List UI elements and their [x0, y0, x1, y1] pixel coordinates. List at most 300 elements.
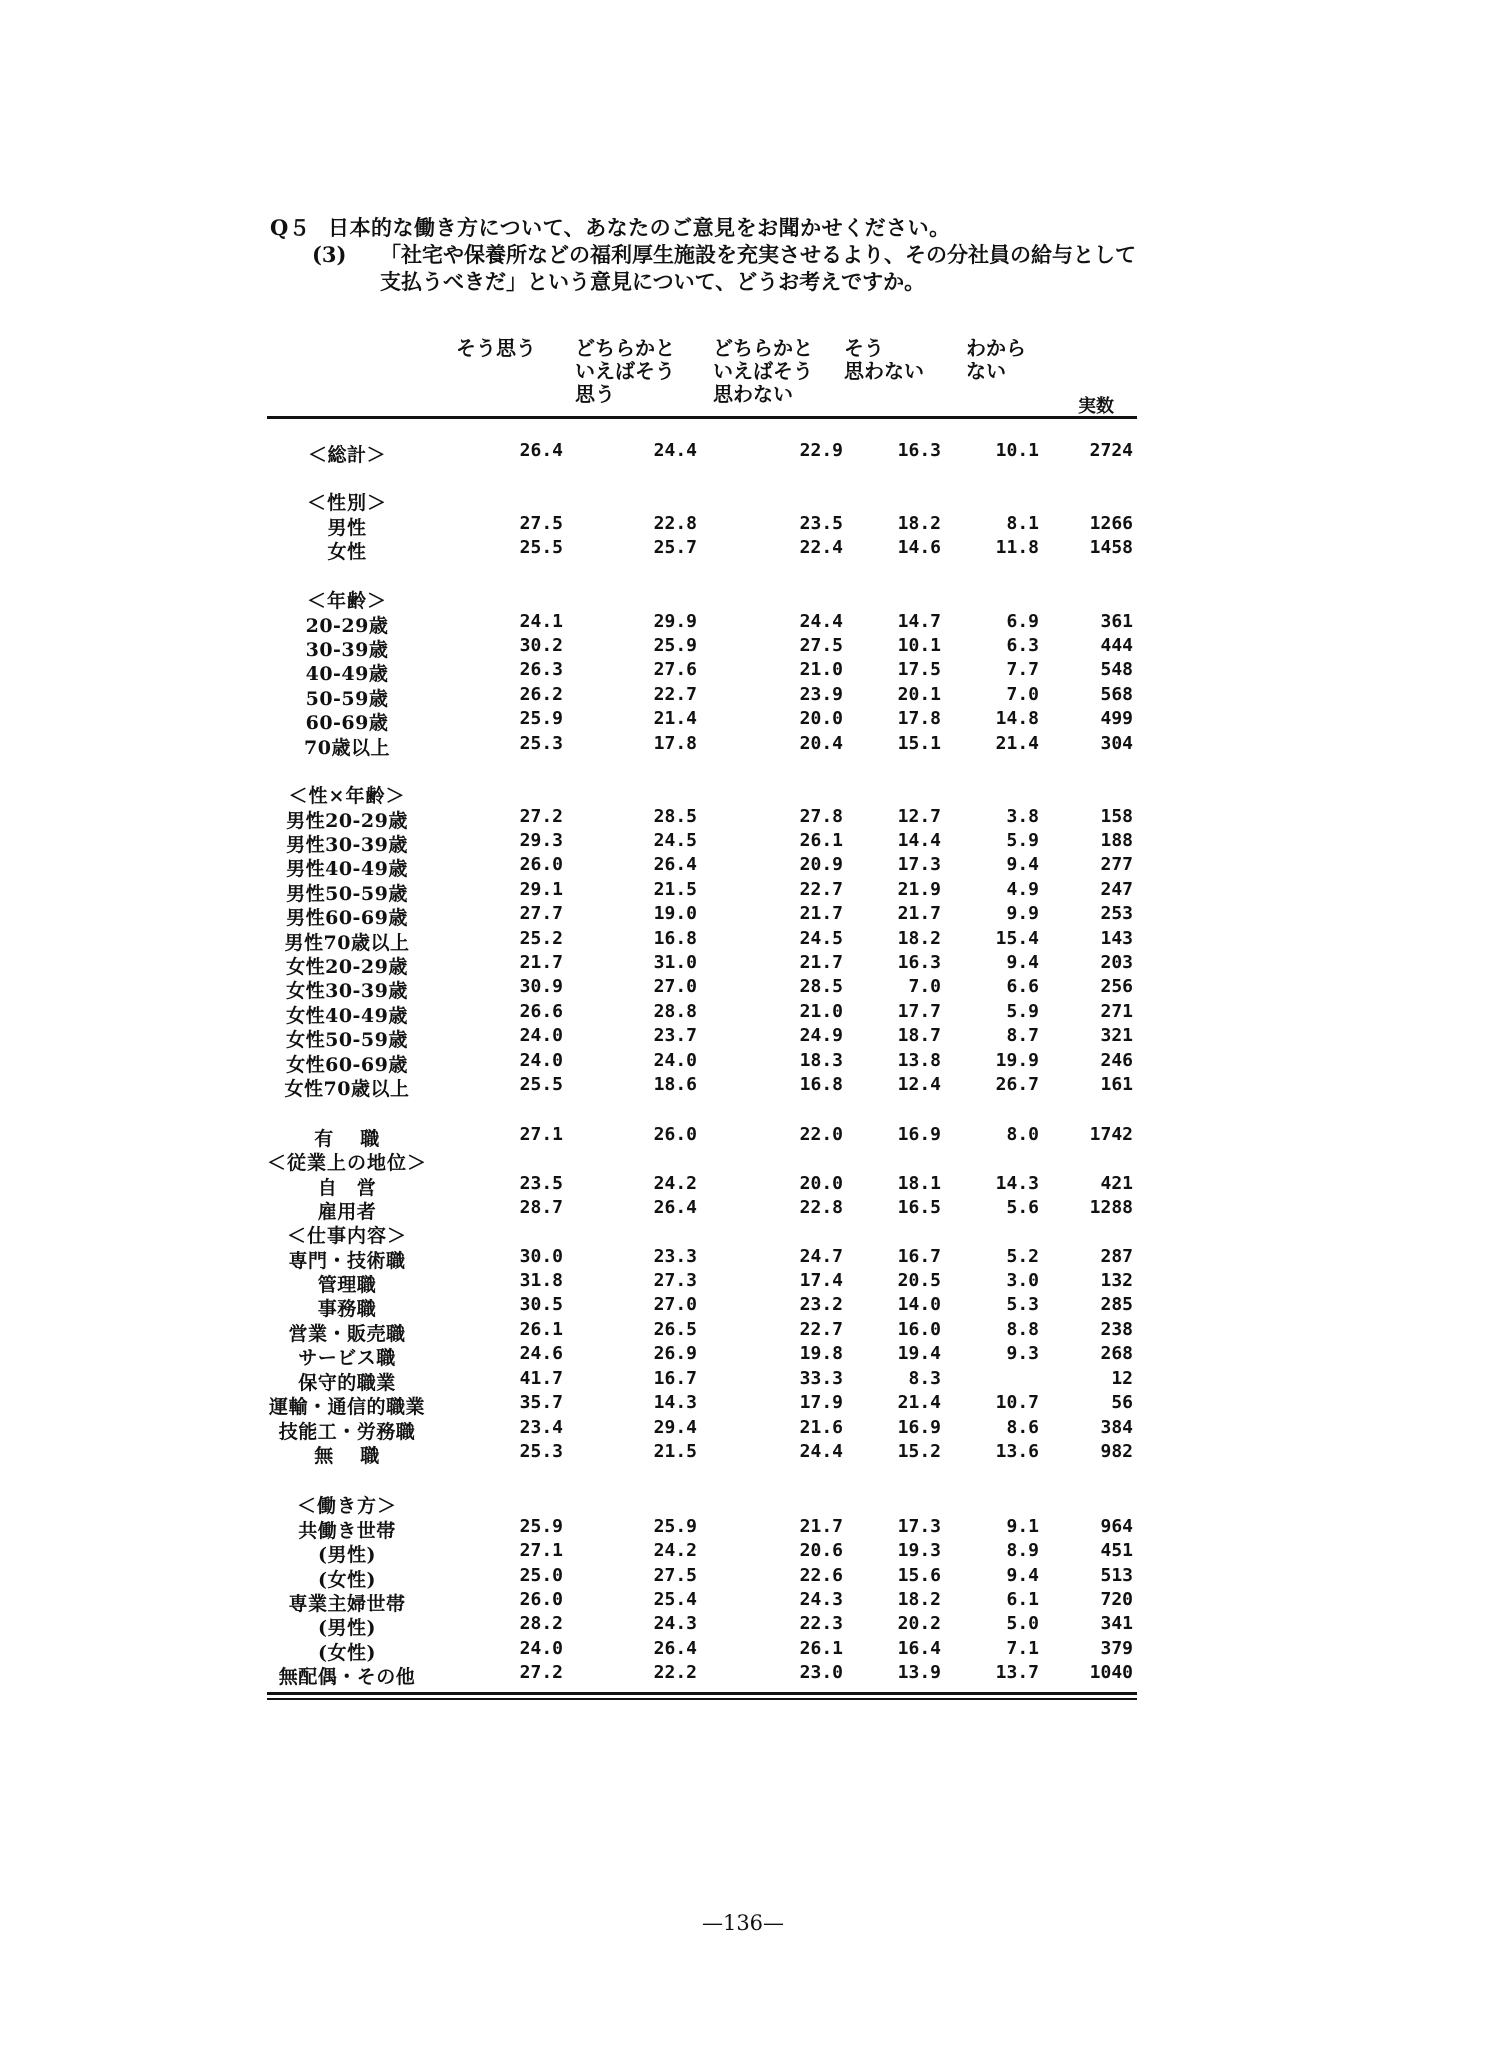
table-bottom-rule-2	[267, 1698, 1137, 1700]
row-label: 30-39歳	[305, 639, 389, 661]
cell-somewhat-disagree: 26.1	[799, 1638, 843, 1659]
cell-somewhat-agree: 16.7	[653, 1368, 697, 1389]
cell-dont-know: 9.3	[1006, 1343, 1039, 1364]
table-row	[0, 879, 1486, 903]
question-title	[270, 212, 951, 242]
row-label: 60-69歳	[305, 712, 389, 734]
cell-dont-know: 6.3	[1006, 635, 1039, 656]
row-label: 女性20-29歳	[286, 956, 408, 978]
cell-somewhat-agree: 28.5	[653, 806, 697, 827]
table-row	[0, 1001, 1486, 1025]
cell-disagree: 17.3	[897, 1516, 941, 1537]
cell-dont-know: 4.9	[1006, 879, 1039, 900]
cell-disagree: 20.2	[897, 1613, 941, 1634]
row-label: 男性20-29歳	[286, 810, 408, 832]
cell-count: 246	[1100, 1050, 1133, 1071]
cell-count: 499	[1100, 708, 1133, 729]
row-label: 男性	[327, 517, 367, 539]
cell-somewhat-agree: 24.2	[653, 1540, 697, 1561]
row-label: 男性70歳以上	[284, 932, 410, 954]
subquestion-number: (3)	[312, 242, 347, 267]
table-row	[0, 1368, 1486, 1392]
cell-count: 341	[1100, 1613, 1133, 1634]
table-row	[0, 1343, 1486, 1367]
cell-disagree: 14.6	[897, 537, 941, 558]
row-label: 50-59歳	[305, 688, 389, 710]
table-row	[0, 440, 1486, 464]
row-label: 女性	[327, 541, 367, 563]
cell-agree: 25.3	[519, 1441, 563, 1462]
cell-somewhat-agree: 24.2	[653, 1173, 697, 1194]
cell-count: 253	[1100, 903, 1133, 924]
cell-dont-know: 15.4	[995, 928, 1039, 949]
cell-dont-know: 5.0	[1006, 1613, 1039, 1634]
row-label: サービス職	[298, 1347, 396, 1369]
cell-agree: 25.5	[519, 537, 563, 558]
column-header-somewhat-agree: どちらかと いえばそう 思う	[575, 336, 675, 406]
cell-somewhat-agree: 21.4	[653, 708, 697, 729]
section-header: ＜年齢＞	[306, 590, 387, 612]
table-row	[0, 1025, 1486, 1049]
cell-disagree: 19.3	[897, 1540, 941, 1561]
cell-somewhat-agree: 16.8	[653, 928, 697, 949]
cell-dont-know: 10.7	[995, 1392, 1039, 1413]
cell-agree: 30.0	[519, 1246, 563, 1267]
cell-dont-know: 14.8	[995, 708, 1039, 729]
cell-agree: 25.5	[519, 1074, 563, 1095]
cell-agree: 26.2	[519, 684, 563, 705]
cell-somewhat-agree: 25.7	[653, 537, 697, 558]
cell-dont-know: 26.7	[995, 1074, 1039, 1095]
table-row	[0, 488, 1486, 512]
cell-agree: 26.1	[519, 1319, 563, 1340]
cell-disagree: 21.4	[897, 1392, 941, 1413]
table-row	[0, 806, 1486, 830]
cell-count: 56	[1111, 1392, 1133, 1413]
table-row	[0, 1417, 1486, 1441]
row-label: 自 営	[317, 1177, 377, 1199]
cell-somewhat-disagree: 22.0	[799, 1124, 843, 1145]
cell-agree: 27.2	[519, 806, 563, 827]
cell-count: 444	[1100, 635, 1133, 656]
cell-dont-know: 13.6	[995, 1441, 1039, 1462]
cell-dont-know: 8.0	[1006, 1124, 1039, 1145]
cell-somewhat-disagree: 21.7	[799, 903, 843, 924]
cell-disagree: 13.9	[897, 1662, 941, 1683]
cell-agree: 29.3	[519, 830, 563, 851]
cell-somewhat-disagree: 33.3	[799, 1368, 843, 1389]
cell-count: 268	[1100, 1343, 1133, 1364]
cell-disagree: 20.5	[897, 1270, 941, 1291]
table-row	[0, 1613, 1486, 1637]
cell-disagree: 8.3	[908, 1368, 941, 1389]
cell-disagree: 18.2	[897, 928, 941, 949]
cell-agree: 24.6	[519, 1343, 563, 1364]
cell-somewhat-disagree: 22.9	[799, 440, 843, 461]
cell-dont-know: 6.1	[1006, 1589, 1039, 1610]
cell-dont-know: 7.0	[1006, 684, 1039, 705]
table-row	[0, 586, 1486, 610]
cell-somewhat-agree: 29.4	[653, 1417, 697, 1438]
cell-somewhat-agree: 24.3	[653, 1613, 697, 1634]
cell-somewhat-agree: 28.8	[653, 1001, 697, 1022]
row-label: 男性50-59歳	[286, 883, 408, 905]
cell-agree: 35.7	[519, 1392, 563, 1413]
cell-count: 2724	[1089, 440, 1133, 461]
cell-dont-know: 7.1	[1006, 1638, 1039, 1659]
cell-disagree: 16.3	[897, 440, 941, 461]
cell-count: 247	[1100, 879, 1133, 900]
cell-disagree: 12.7	[897, 806, 941, 827]
cell-somewhat-disagree: 17.4	[799, 1270, 843, 1291]
cell-somewhat-agree: 25.9	[653, 635, 697, 656]
cell-somewhat-agree: 23.3	[653, 1246, 697, 1267]
cell-agree: 29.1	[519, 879, 563, 900]
cell-dont-know: 10.1	[995, 440, 1039, 461]
cell-dont-know: 7.7	[1006, 659, 1039, 680]
cell-agree: 27.1	[519, 1124, 563, 1145]
cell-count: 158	[1100, 806, 1133, 827]
row-label: 女性70歳以上	[284, 1078, 410, 1100]
table-row	[0, 733, 1486, 757]
cell-somewhat-agree: 24.4	[653, 440, 697, 461]
cell-dont-know: 5.3	[1006, 1294, 1039, 1315]
row-label: 40-49歳	[305, 663, 389, 685]
cell-somewhat-agree: 26.9	[653, 1343, 697, 1364]
cell-agree: 27.7	[519, 903, 563, 924]
cell-dont-know: 5.6	[1006, 1197, 1039, 1218]
table-row	[0, 611, 1486, 635]
cell-agree: 25.9	[519, 1516, 563, 1537]
cell-count: 513	[1100, 1565, 1133, 1586]
cell-disagree: 12.4	[897, 1074, 941, 1095]
cell-disagree: 17.7	[897, 1001, 941, 1022]
cell-agree: 26.0	[519, 854, 563, 875]
cell-disagree: 16.0	[897, 1319, 941, 1340]
row-label: (男性)	[318, 1617, 376, 1639]
row-label: 20-29歳	[305, 615, 389, 637]
section-header: ＜従業上の地位＞	[266, 1152, 427, 1174]
cell-somewhat-agree: 26.0	[653, 1124, 697, 1145]
table-row	[0, 659, 1486, 683]
cell-disagree: 15.6	[897, 1565, 941, 1586]
cell-disagree: 21.9	[897, 879, 941, 900]
cell-somewhat-disagree: 21.7	[799, 952, 843, 973]
cell-somewhat-agree: 27.0	[653, 976, 697, 997]
row-label: 技能工・労務職	[278, 1421, 416, 1443]
cell-count: 12	[1111, 1368, 1133, 1389]
cell-somewhat-agree: 24.0	[653, 1050, 697, 1071]
cell-somewhat-disagree: 22.7	[799, 1319, 843, 1340]
subquestion-text-1: 「社宅や保養所などの福利厚生施設を充実させるより、その分社員の給与として	[380, 242, 1136, 267]
cell-somewhat-disagree: 20.0	[799, 1173, 843, 1194]
cell-dont-know: 14.3	[995, 1173, 1039, 1194]
row-label: 専業主婦世帯	[288, 1593, 406, 1615]
column-header-count: 実数	[1078, 396, 1114, 417]
cell-count: 548	[1100, 659, 1133, 680]
cell-dont-know: 8.6	[1006, 1417, 1039, 1438]
cell-somewhat-agree: 29.9	[653, 611, 697, 632]
table-row	[0, 1124, 1486, 1148]
table-row	[0, 1148, 1486, 1172]
column-header-dont-know: わから ない	[966, 336, 1026, 383]
subquestion-line-1	[312, 239, 1136, 269]
row-label: 70歳以上	[304, 737, 390, 759]
cell-agree: 26.4	[519, 440, 563, 461]
cell-disagree: 14.4	[897, 830, 941, 851]
cell-dont-know: 5.2	[1006, 1246, 1039, 1267]
cell-count: 964	[1100, 1516, 1133, 1537]
table-row	[0, 1638, 1486, 1662]
cell-disagree: 16.9	[897, 1417, 941, 1438]
table-row	[0, 928, 1486, 952]
cell-disagree: 15.2	[897, 1441, 941, 1462]
table-row	[0, 854, 1486, 878]
section-header: ＜仕事内容＞	[286, 1225, 407, 1247]
cell-disagree: 18.2	[897, 513, 941, 534]
table-row	[0, 1197, 1486, 1221]
cell-somewhat-disagree: 23.0	[799, 1662, 843, 1683]
cell-somewhat-disagree: 18.3	[799, 1050, 843, 1071]
cell-somewhat-disagree: 27.8	[799, 806, 843, 827]
cell-disagree: 17.5	[897, 659, 941, 680]
row-label: 有 職	[314, 1128, 380, 1150]
cell-dont-know: 8.7	[1006, 1025, 1039, 1046]
cell-agree: 24.0	[519, 1050, 563, 1071]
cell-agree: 24.0	[519, 1638, 563, 1659]
table-row	[0, 1491, 1486, 1515]
row-label: 保守的職業	[298, 1372, 396, 1394]
row-label: 管理職	[317, 1274, 377, 1296]
cell-disagree: 14.7	[897, 611, 941, 632]
table-row	[0, 635, 1486, 659]
cell-somewhat-agree: 19.0	[653, 903, 697, 924]
cell-count: 132	[1100, 1270, 1133, 1291]
cell-count: 720	[1100, 1589, 1133, 1610]
cell-count: 1288	[1089, 1197, 1133, 1218]
cell-somewhat-agree: 23.7	[653, 1025, 697, 1046]
cell-agree: 27.1	[519, 1540, 563, 1561]
cell-somewhat-disagree: 23.9	[799, 684, 843, 705]
cell-somewhat-agree: 27.5	[653, 1565, 697, 1586]
cell-dont-know: 21.4	[995, 733, 1039, 754]
table-bottom-rule	[267, 1692, 1137, 1695]
cell-agree: 28.2	[519, 1613, 563, 1634]
cell-count: 203	[1100, 952, 1133, 973]
cell-dont-know: 9.4	[1006, 1565, 1039, 1586]
cell-count: 568	[1100, 684, 1133, 705]
cell-count: 1742	[1089, 1124, 1133, 1145]
cell-count: 379	[1100, 1638, 1133, 1659]
cell-somewhat-disagree: 23.2	[799, 1294, 843, 1315]
cell-somewhat-disagree: 19.8	[799, 1343, 843, 1364]
cell-somewhat-disagree: 22.6	[799, 1565, 843, 1586]
cell-count: 277	[1100, 854, 1133, 875]
cell-somewhat-disagree: 20.0	[799, 708, 843, 729]
cell-disagree: 16.4	[897, 1638, 941, 1659]
row-label: 女性40-49歳	[286, 1005, 408, 1027]
cell-count: 188	[1100, 830, 1133, 851]
cell-somewhat-disagree: 21.0	[799, 659, 843, 680]
cell-somewhat-agree: 14.3	[653, 1392, 697, 1413]
cell-somewhat-agree: 18.6	[653, 1074, 697, 1095]
cell-somewhat-agree: 31.0	[653, 952, 697, 973]
cell-dont-know: 9.1	[1006, 1516, 1039, 1537]
cell-dont-know: 6.9	[1006, 611, 1039, 632]
row-label: 専門・技術職	[288, 1250, 406, 1272]
column-header-agree: そう思う	[456, 336, 536, 360]
cell-disagree: 17.3	[897, 854, 941, 875]
row-label: 運輸・通信的職業	[268, 1396, 425, 1418]
cell-agree: 24.1	[519, 611, 563, 632]
cell-somewhat-disagree: 17.9	[799, 1392, 843, 1413]
table-row	[0, 1173, 1486, 1197]
cell-somewhat-agree: 22.8	[653, 513, 697, 534]
cell-somewhat-agree: 21.5	[653, 879, 697, 900]
table-row	[0, 781, 1486, 805]
cell-count: 451	[1100, 1540, 1133, 1561]
cell-somewhat-disagree: 24.5	[799, 928, 843, 949]
cell-disagree: 10.1	[897, 635, 941, 656]
cell-somewhat-agree: 22.2	[653, 1662, 697, 1683]
cell-count: 1458	[1089, 537, 1133, 558]
section-header: ＜働き方＞	[296, 1495, 397, 1517]
table-row	[0, 1662, 1486, 1686]
cell-somewhat-disagree: 23.5	[799, 513, 843, 534]
row-label: 女性30-39歳	[286, 980, 408, 1002]
table-row	[0, 1221, 1486, 1245]
cell-somewhat-disagree: 20.4	[799, 733, 843, 754]
cell-agree: 25.0	[519, 1565, 563, 1586]
cell-dont-know: 9.9	[1006, 903, 1039, 924]
section-header: ＜性別＞	[306, 492, 387, 514]
row-label: (女性)	[318, 1569, 376, 1591]
cell-dont-know: 11.8	[995, 537, 1039, 558]
table-row	[0, 1589, 1486, 1613]
row-label: 共働き世帯	[298, 1520, 396, 1542]
table-row	[0, 684, 1486, 708]
cell-count: 361	[1100, 611, 1133, 632]
cell-somewhat-agree: 22.7	[653, 684, 697, 705]
cell-disagree: 16.5	[897, 1197, 941, 1218]
cell-agree: 25.9	[519, 708, 563, 729]
cell-count: 982	[1100, 1441, 1133, 1462]
subquestion-line-2: 支払うべきだ」という意見について、どうお考えですか。	[380, 269, 926, 294]
cell-agree: 23.5	[519, 1173, 563, 1194]
cell-agree: 30.9	[519, 976, 563, 997]
cell-somewhat-disagree: 24.3	[799, 1589, 843, 1610]
row-label: 雇用者	[317, 1201, 377, 1223]
cell-agree: 21.7	[519, 952, 563, 973]
cell-somewhat-disagree: 28.5	[799, 976, 843, 997]
cell-somewhat-disagree: 20.6	[799, 1540, 843, 1561]
row-label: 女性60-69歳	[286, 1054, 408, 1076]
table-row	[0, 952, 1486, 976]
cell-dont-know: 6.6	[1006, 976, 1039, 997]
table-row	[0, 1319, 1486, 1343]
cell-somewhat-disagree: 16.8	[799, 1074, 843, 1095]
cell-somewhat-agree: 26.4	[653, 854, 697, 875]
row-label: 無配偶・その他	[278, 1666, 416, 1688]
question-number: Q５	[270, 215, 311, 240]
table-row	[0, 1540, 1486, 1564]
cell-count: 1266	[1089, 513, 1133, 534]
table-row	[0, 513, 1486, 537]
cell-dont-know: 19.9	[995, 1050, 1039, 1071]
cell-count: 161	[1100, 1074, 1133, 1095]
table-row	[0, 1246, 1486, 1270]
cell-agree: 24.0	[519, 1025, 563, 1046]
cell-dont-know: 13.7	[995, 1662, 1039, 1683]
cell-agree: 25.3	[519, 733, 563, 754]
cell-agree: 27.2	[519, 1662, 563, 1683]
cell-disagree: 13.8	[897, 1050, 941, 1071]
table-row	[0, 830, 1486, 854]
section-header: ＜性×年齢＞	[288, 785, 406, 807]
table-row	[0, 976, 1486, 1000]
cell-disagree: 18.7	[897, 1025, 941, 1046]
table-row	[0, 1392, 1486, 1416]
cell-disagree: 18.1	[897, 1173, 941, 1194]
cell-somewhat-disagree: 24.9	[799, 1025, 843, 1046]
cell-somewhat-agree: 26.4	[653, 1638, 697, 1659]
cell-count: 238	[1100, 1319, 1133, 1340]
cell-somewhat-disagree: 24.7	[799, 1246, 843, 1267]
row-label: 男性30-39歳	[286, 834, 408, 856]
cell-somewhat-agree: 17.8	[653, 733, 697, 754]
cell-dont-know: 9.4	[1006, 854, 1039, 875]
cell-somewhat-disagree: 21.0	[799, 1001, 843, 1022]
cell-agree: 41.7	[519, 1368, 563, 1389]
table-row	[0, 708, 1486, 732]
cell-agree: 28.7	[519, 1197, 563, 1218]
row-label: (男性)	[318, 1544, 376, 1566]
cell-count: 143	[1100, 928, 1133, 949]
cell-dont-know: 3.8	[1006, 806, 1039, 827]
table-row	[0, 1565, 1486, 1589]
cell-somewhat-agree: 26.5	[653, 1319, 697, 1340]
cell-somewhat-disagree: 26.1	[799, 830, 843, 851]
row-label: 営業・販売職	[288, 1323, 406, 1345]
cell-somewhat-disagree: 24.4	[799, 611, 843, 632]
row-label: 男性40-49歳	[286, 858, 408, 880]
table-row	[0, 1074, 1486, 1098]
cell-somewhat-agree: 27.0	[653, 1294, 697, 1315]
row-label: 女性50-59歳	[286, 1029, 408, 1051]
cell-disagree: 16.9	[897, 1124, 941, 1145]
question-text: 日本的な働き方について、あなたのご意見をお聞かせください。	[328, 215, 951, 240]
column-header-somewhat-disagree: どちらかと いえばそう 思わない	[713, 336, 813, 406]
cell-count: 321	[1100, 1025, 1133, 1046]
cell-count: 384	[1100, 1417, 1133, 1438]
table-row	[0, 903, 1486, 927]
cell-dont-know: 3.0	[1006, 1270, 1039, 1291]
cell-disagree: 16.7	[897, 1246, 941, 1267]
cell-dont-know: 8.9	[1006, 1540, 1039, 1561]
cell-disagree: 19.4	[897, 1343, 941, 1364]
cell-somewhat-agree: 25.9	[653, 1516, 697, 1537]
cell-dont-know: 8.8	[1006, 1319, 1039, 1340]
cell-count: 287	[1100, 1246, 1133, 1267]
cell-somewhat-agree: 27.6	[653, 659, 697, 680]
cell-agree: 26.6	[519, 1001, 563, 1022]
cell-disagree: 15.1	[897, 733, 941, 754]
cell-count: 285	[1100, 1294, 1133, 1315]
cell-disagree: 17.8	[897, 708, 941, 729]
row-label: (女性)	[318, 1642, 376, 1664]
cell-agree: 25.2	[519, 928, 563, 949]
row-label: 無 職	[314, 1445, 380, 1467]
